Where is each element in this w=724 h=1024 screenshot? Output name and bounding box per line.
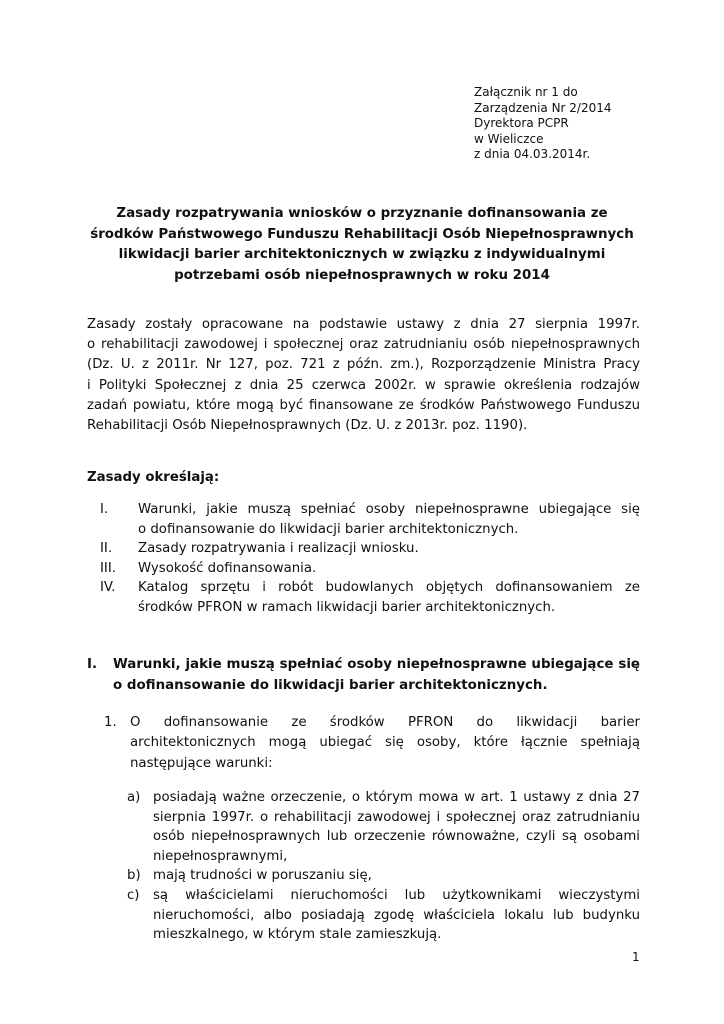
- title-line: Zasady rozpatrywania wniosków o przyznanie dofinansowania ze: [116, 206, 608, 221]
- list-item-line: nieruchomości, albo posiadają zgodę właściciela lokalu lub budynku: [153, 907, 640, 923]
- annex-note: [474, 85, 612, 163]
- section-heading-line: o dofinansowanie do likwidacji barier architektonicznych.: [113, 677, 548, 693]
- list-item: [127, 788, 640, 866]
- list-item: [127, 886, 640, 945]
- principles-list: [100, 500, 640, 617]
- list-item-line: posiadają ważne orzeczenie, o którym mowa w art. 1 ustawy z dnia 27: [153, 790, 640, 805]
- list-item-number: III.: [100, 560, 116, 576]
- section-heading: [87, 655, 640, 696]
- document-title: [60, 204, 664, 286]
- list-item: [100, 559, 640, 579]
- numbered-point: [104, 713, 640, 774]
- list-item-line: niepełnosprawnymi,: [153, 848, 288, 864]
- point-line: O dofinansowanie ze środków PFRON do likwidacji barier: [130, 715, 640, 730]
- point-line: następujące warunki:: [130, 755, 273, 771]
- principles-heading: Zasady określają:: [87, 470, 220, 485]
- annex-line: w Wieliczce: [474, 131, 544, 146]
- list-item-line: Katalog sprzętu i robót budowlanych objętych dofinansowaniem ze: [138, 580, 640, 595]
- title-line: likwidacji barier architektonicznych w związku z indywidualnymi: [118, 247, 606, 262]
- intro-paragraph: [87, 315, 640, 436]
- list-item-line: są właścicielami nieruchomości lub użytkownikami wieczystymi: [153, 887, 640, 903]
- list-item-line: mieszkalnego, w którym stale zamieszkują.: [153, 927, 442, 943]
- list-item-line: środków PFRON w ramach likwidacji barier architektonicznych.: [138, 599, 556, 615]
- intro-line: Zasady zostały opracowane na podstawie ustawy z dnia 27 sierpnia 1997r.: [87, 317, 640, 332]
- intro-line: o rehabilitacji zawodowej i społecznej oraz zatrudnianiu osób niepełnosprawnych: [87, 337, 640, 353]
- annex-line: Załącznik nr 1 do: [474, 85, 578, 99]
- list-item-number: IV.: [100, 580, 116, 595]
- list-item-line: mają trudności w poruszaniu się,: [153, 868, 372, 884]
- list-item-number: I.: [100, 502, 109, 517]
- list-item-line: o dofinansowanie do likwidacji barier architektonicznych.: [138, 521, 519, 537]
- list-item-line: Wysokość dofinansowania.: [138, 560, 317, 576]
- list-item-number: II.: [100, 541, 113, 556]
- list-item: [100, 500, 640, 539]
- list-item-letter: c): [127, 887, 140, 903]
- list-item-letter: b): [127, 868, 141, 884]
- list-item: [100, 578, 640, 617]
- intro-line: (Dz. U. z 2011r. Nr 127, poz. 721 z późn. zm.), Rozporządzenie Ministra Pracy: [87, 357, 640, 373]
- point-number: 1.: [104, 715, 117, 730]
- page-number: 1: [632, 950, 640, 964]
- intro-line: Rehabilitacji Osób Niepełnosprawnych (Dz. U. z 2013r. poz. 1190).: [87, 418, 528, 434]
- section-heading-line: Warunki, jakie muszą spełniać osoby niepełnosprawne ubiegające się: [113, 657, 640, 672]
- list-item-line: Zasady rozpatrywania i realizacji wniosku.: [138, 541, 419, 556]
- title-line: potrzebami osób niepełnosprawnych w roku 2014: [174, 267, 550, 283]
- point-line: architektonicznych mogą ubiegać się osoby, które łącznie spełniają: [130, 735, 640, 751]
- intro-line: zadań powiatu, które mogą być finansowane ze środków Państwowego Funduszu: [87, 397, 640, 413]
- conditions-list: [127, 788, 640, 945]
- list-item-line: Warunki, jakie muszą spełniać osoby niepełnosprawne ubiegające się: [138, 502, 640, 517]
- annex-line: Dyrektora PCPR: [474, 116, 569, 131]
- title-line: środków Państwowego Funduszu Rehabilitacji Osób Niepełnosprawnych: [90, 226, 634, 242]
- list-item-line: osób niepełnosprawnych lub orzeczenie równoważne, czyli są osobami: [153, 829, 640, 845]
- intro-line: i Polityki Społecznej z dnia 25 czerwca 2002r. w sprawie określenia rodzajów: [87, 377, 640, 393]
- list-item-letter: a): [127, 790, 141, 805]
- list-item: [127, 866, 640, 886]
- section-number: I.: [87, 657, 98, 672]
- list-item: [100, 539, 640, 559]
- annex-line: z dnia 04.03.2014r.: [474, 147, 591, 162]
- list-item-line: sierpnia 1997r. o rehabilitacji zawodowej i społecznej oraz zatrudnianiu: [153, 809, 640, 825]
- annex-line: Zarządzenia Nr 2/2014: [474, 100, 612, 115]
